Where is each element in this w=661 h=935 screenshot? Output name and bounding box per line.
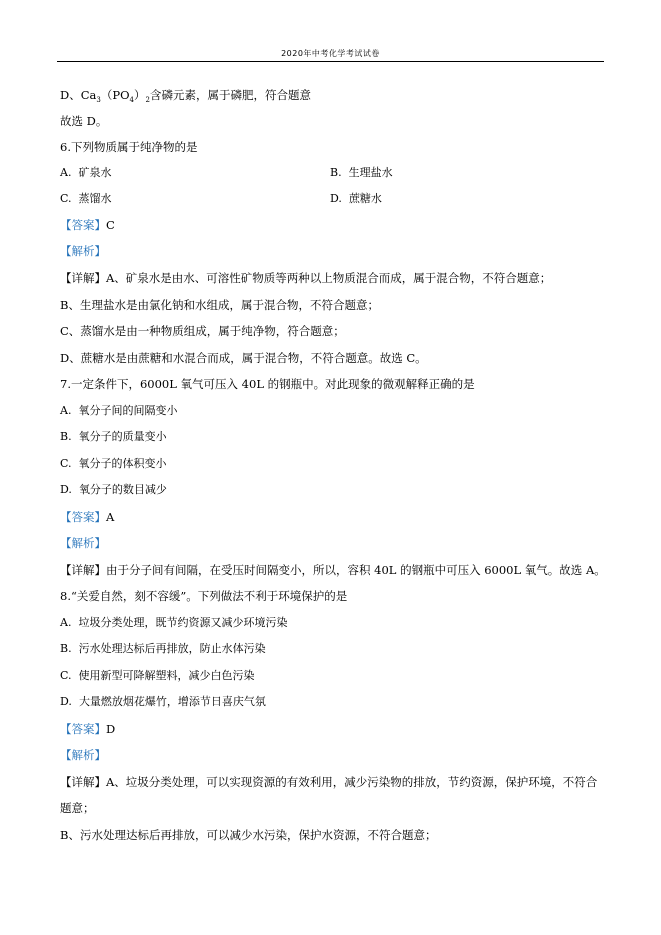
- detail-line: 【详解】A、垃圾分类处理，可以实现资源的有效利用，减少污染物的排放，节约资源，保护环境，不符合: [60, 775, 598, 789]
- question-stem: 7.一定条件下，6000L 氧气可压入 40L 的钢瓶中。对此现象的微观解释正确的是: [60, 377, 475, 391]
- answer-line: 【答案】C: [60, 218, 115, 232]
- option-c: C. 氧分子的体积变小: [60, 457, 167, 470]
- answer-label: 【答案】: [60, 510, 106, 524]
- option-a: A. 氧分子间的间隔变小: [60, 404, 178, 417]
- detail-line: 【详解】A、矿泉水是由水、可溶性矿物质等两种以上物质混合而成，属于混合物，不符合题意；: [60, 271, 552, 285]
- option-a: A. 垃圾分类处理，既节约资源又减少环境污染: [60, 616, 288, 629]
- option-d: D. 氧分子的数目减少: [60, 483, 167, 496]
- detail-line: C、蒸馏水是由一种物质组成，属于纯净物，符合题意；: [60, 324, 345, 338]
- answer-line: 【答案】D: [60, 722, 116, 736]
- option-c: C. 使用新型可降解塑料，减少白色污染: [60, 669, 255, 682]
- analysis-label: 【解析】: [60, 244, 106, 258]
- detail-line: D、蔗糖水是由蔗糖和水混合而成，属于混合物，不符合题意。故选 C。: [60, 351, 427, 365]
- header-rule: [57, 61, 604, 62]
- analysis-label: 【解析】: [60, 536, 106, 550]
- option-d: D. 蔗糖水: [330, 192, 382, 205]
- detail-line: B、污水处理达标后再排放，可以减少水污染，保护水资源，不符合题意；: [60, 828, 437, 842]
- answer-label: 【答案】: [60, 722, 106, 736]
- option-c: C. 蒸馏水: [60, 192, 112, 205]
- question-stem: 8.“关爱自然，刻不容缓”。下列做法不利于环境保护的是: [60, 589, 348, 603]
- page-header: 2020年中考化学考试试卷: [281, 49, 380, 58]
- option-b: B. 生理盐水: [330, 166, 393, 179]
- detail-line: 【详解】由于分子间有间隔，在受压时间隔变小，所以，容积 40L 的钢瓶中可压入 6000L 氧气。故选 A。: [60, 563, 606, 577]
- answer-label: 【答案】: [60, 218, 106, 232]
- answer-line: 【答案】A: [60, 510, 115, 524]
- option-b: B. 氧分子的质量变小: [60, 430, 167, 443]
- detail-line: B、生理盐水是由氯化钠和水组成，属于混合物，不符合题意；: [60, 298, 379, 312]
- option-a: A. 矿泉水: [60, 166, 112, 179]
- text-line: D、$Ca_3(PO_4)_2$含磷元素，属于磷肥，符合题意: [60, 88, 311, 104]
- option-b: B. 污水处理达标后再排放，防止水体污染: [60, 642, 266, 655]
- text-line: 故选 D。: [60, 114, 108, 128]
- option-d: D. 大量燃放烟花爆竹，增添节日喜庆气氛: [60, 695, 266, 708]
- question-stem: 6.下列物质属于纯净物的是: [60, 140, 198, 154]
- analysis-label: 【解析】: [60, 748, 106, 762]
- detail-line: 题意；: [60, 801, 95, 815]
